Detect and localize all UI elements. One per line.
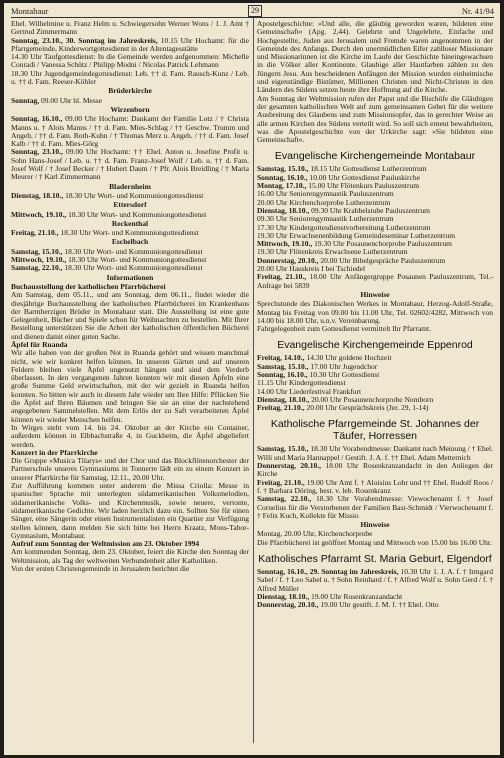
paragraph-body: 20.00 Uhr Kirchenchorprobe Lutherzentrum [257, 197, 391, 207]
text-paragraph [11, 424, 249, 449]
paragraph-body: 18.30 Uhr Jugendgemeindegottesdienst: Leb. †† d. Fam. Rausch-Kunz / Leb. u. †† d. Fam. Reeser-Köhler [11, 68, 249, 87]
paragraph-body: Am Sonntag der Weltmission rufen der Papst und die Bischöfe die Gläubigen der gesamten katholischen Welt auf zum gemeinsamen Gebet für die weitere Ausbreitung des Glaubens und zum Missionsopfer, das in gerechter Weise an alle armen Kirchen des Südens verteilt wird. So soll sich erneut bewahrheiten, was die Apostelgeschichte von der Urkirche sagt: »Sie bildeten eine Gemeinschaft«. [257, 93, 493, 145]
text-paragraph [11, 264, 249, 272]
parish-title: Katholische Pfarrgemeinde St. Johannes der Täufer, Horressen [270, 418, 480, 443]
text-paragraph [257, 568, 493, 593]
paragraph-body: 18.00 Uhr Anfängergruppe Posaunen Pauluszentrum, Tel.-Anfrage bei 5839 [257, 272, 493, 290]
section-heading: Ettersdorf [113, 200, 147, 210]
paragraph-lead: Donnerstag, 20.10., [257, 255, 319, 265]
text-paragraph [11, 291, 249, 341]
paragraph-lead: Samstag, 15.10., [11, 246, 63, 256]
paragraph-lead: Freitag, 21.10., [257, 403, 305, 413]
parish-title: Evangelische Kirchengemeinde Montabaur [274, 150, 476, 163]
paragraph-body: 14.00 Uhr Liederfestival Frankfurt [257, 386, 362, 396]
text-paragraph [11, 115, 249, 148]
page-number: 29 [248, 5, 262, 17]
paragraph-lead: Dienstag, 18.10., [11, 190, 64, 200]
text-paragraph [11, 20, 249, 37]
text-paragraph [11, 97, 249, 105]
paragraph-body: Fahrgelegenheit zum Gottesdienst vermittelt Ihr Pfarramt. [257, 324, 431, 334]
paragraph-body: 19.30 Uhr Posaunenchorprobe Pauluszentrum [312, 239, 452, 249]
paragraph-lead: Mittwoch, 19.10., [11, 255, 67, 265]
paragraph-lead: Konzert in der Pfarrkirche [11, 447, 98, 457]
paragraph-body: 10.30 Uhr Gottesdienst [307, 369, 380, 379]
column-divider [253, 18, 254, 743]
paragraph-body: Wir alle haben von der großen Not in Ruanda gehört und wissen manchmal nicht, wie wir konkret helfen können. In unseren Gärten und auf unseren Feldern bleiben viele Äpfel ungenutzt hängen und sind dem Verderb überlassen. In den vergangenen Jahren konnten wir mit diesen Äpfeln eine große Summe Geld erwirtschaften, mit der wir gezielt in Ruanda helfen konnten. So bitten wir auch in diesem Jahr wieder um Ihre Hilfe: Pflücken Sie die Äpfel auf Ihren Bäumen und bringen Sie sie an eine der nachstehend angegebenen Sammelstellen. Mit dem Erlös der zu Saft verarbeiteten Äpfel können wir wieder Menschen helfen. [11, 348, 249, 424]
section-heading: Reckenthal [111, 218, 149, 228]
paragraph-body: Von der ersten Christengemeinde in Jerusalem berichtet die [11, 564, 190, 573]
section-heading: Wirzenborn [110, 104, 150, 114]
paragraph-lead: Sonntag, 23.10., 30. Sonntag im Jahreskreis, [11, 35, 158, 45]
text-paragraph [11, 53, 249, 70]
section-heading: Eschelbach [111, 237, 149, 247]
paragraph-body: 18.30 Uhr Wort- und Kommuniongottesdienst [62, 246, 203, 256]
paragraph-body: 10.15 Uhr Hochamt: für die Pfarrgemeinde, Kinderwortgottesdienst in der Altentagesstätte [11, 35, 249, 53]
paragraph-lead: Mittwoch, 19.10., [257, 239, 313, 249]
paragraph-lead: Sonntag, 16.10., [11, 114, 63, 124]
paragraph-body: Apostelgeschichte: »Und alle, die gläubig geworden waren, bildeten eine Gemeinschaft« (Apg. 2,44). Gelehrte und Ungelehrte, Einfache und Hochgestellte, Juden aus Jerusalem und Fremde waren angenommen in der Gemeinde des Anfangs. Durch den unermüdlichen Eifer zahlloser Missionare und Missionarinnen ist die Kirche im Laufe der Geschichte hineingewachsen in die Völker aller Kontinente. Glaubige aller Hautfarben zählen zu den Jüngern Jesu. Aus bescheidenen Anfängen der Mission wurden einheimische und eigenständige Bistümer, Millionen Christen und Nicht-Christen in den Ländern des Südens setzen heute ihre Hoffnung auf die Kirche. [257, 20, 493, 95]
paragraph-body: 18.15 Uhr Gottesdienst Lutherzentrum [308, 164, 427, 174]
text-paragraph [11, 229, 249, 237]
paragraph-lead: Donnerstag, 20.10., [257, 461, 322, 471]
paragraph-body: Zur Aufführung kommen unter anderem die Missa Criolla: Messe in spanischer Sprache mit unterlegten südamerikanischen Volksmelodien, südamerikanische Volks- und Kirchenmusik, sowie neuere, vertonte, südamerikanische Gedichte. Wir laden herzlich dazu ein. Sollten Sie für einen Sänger, eine Sängerin oder einen Instrumentalisten ein Quartier zur Verfügung stellen können, dann melden Sie sich bitte bei Herrn Kraatz, Mons-Tabor-Gymnasium, Montabaur. [11, 481, 249, 540]
parish-title: Katholisches Pfarramt St. Maria Geburt, Elgendorf [258, 553, 492, 566]
paragraph-lead: Sonntag, 23.10., [11, 147, 63, 157]
paragraph-body: 19.00 Uhr Amt f. † Aloisius Lohr und †† Ehel. Rudolf Roos / f. † Barbara Döring, best. v. leb. Rosenkranz [257, 477, 493, 495]
paragraph-body: 10.30 Uhr 1. J. A. f. † Irmgard Sabel / f. † Leo Sabel u. † Sohn Reinhard / f. † Alfred Wolf u. Sohn Gerd / f. † Alfred Müller [257, 567, 493, 593]
paragraph-body: Sprechstunde des Diakonischen Werkes in Montabaur, Herzog-Adolf-Straße, Montag bis Freitag von 09.00 bis 11.00 Uhr, Tel. 02602/4282, Mittwoch von 14.00 bis 18.00 Uhr, u.n.v. Vereinbarung. [257, 299, 493, 325]
paragraph-lead: Freitag, 21.10., [257, 477, 305, 487]
section-heading: Brüderkirche [108, 86, 152, 96]
page-header [11, 5, 494, 17]
paragraph-body: 17.30 Uhr Kindergottesdienstvorbereitung Lutherzentrum [257, 222, 431, 232]
paragraph-body: Ehel. Wilhelmine u. Franz Helm u. Schwiegersohn Werner Wons / 1. J. Amt † Gertrud Zimmermann [11, 20, 249, 37]
paragraph-body: Die Gruppe »Musica Tilarys« und der Chor und das Blockflötenorchester der Partnerschule unseres Gymnasiums in Tonnerre lädt ein zu einem Konzert in unserer Pfarrkirche für Samstag, 12.11., 20.00 Uhr. [11, 456, 249, 482]
text-paragraph [257, 539, 493, 547]
text-paragraph [257, 601, 493, 609]
text-paragraph [11, 70, 249, 87]
paragraph-lead: Dienstag, 18.10., [257, 394, 310, 404]
paragraph-lead: Samstag, 22.10., [257, 494, 312, 504]
paragraph-body: 14.30 Uhr goldene Hochzeit [304, 353, 392, 363]
text-paragraph [257, 300, 493, 325]
paragraph-lead: Sonntag, 16.10., 29. Sonntag im Jahreskreis, [257, 567, 399, 577]
paragraph-body: Montag, 20.00 Uhr, Kirchenchorprobe [257, 529, 373, 539]
paragraph-lead: Dienstag, 18.10., [257, 591, 310, 601]
paragraph-body: Am Samstag, dem 05.11., und am Sonntag, dem 06.11., findet wieder die diesjährige Buchausstellung der katholischen Pfarrbücherei im Krankenhaus der Barmherzigen Brüder in Montabaur statt. Die Ausstellung ist eine gute Gelegenheit, Bücher und Spiele schon für Weihnachten zu bestellen. Mit Ihrer Bestellung unterstützen Sie die Arbeit der katholischen öffentlichen Bücherei und dienen damit einer guten Sache. [11, 290, 249, 341]
paragraph-body: 19.00 Uhr gestift. J. M. f. †† Ehel. Otto [318, 600, 439, 610]
right-column [257, 20, 493, 750]
paragraph-body: 10.00 Uhr Gottesdienst Pauluskirche [307, 172, 420, 182]
paragraph-body: 18.00 Uhr Rosenkranzandacht in den Anliegen der Kirche [257, 461, 493, 479]
paragraph-body: 20.00 Uhr Hauskreis I bei Tschiedel [257, 264, 366, 274]
paragraph-lead: Samstag, 15.10., [257, 444, 309, 454]
paragraph-lead: Samstag, 15.10., [257, 164, 309, 174]
paragraph-body: 18.30 Uhr Wort- und Kommuniongottesdienst [66, 255, 207, 265]
paragraph-lead: Sonntag, 16.10., [257, 369, 308, 379]
paragraph-body: 09.30 Uhr Seniorengymnastik Lutherzentrum [257, 214, 394, 224]
paragraph-body: 18.30 Uhr Wort- und Kommuniongottesdienst [58, 228, 199, 238]
text-paragraph [257, 273, 493, 290]
paragraph-body: 20.00 Uhr Gesprächskreis (Jer. 29, 1-14) [304, 403, 429, 413]
paragraph-body: 20.00 Uhr Posaunenchorprobe Nomborn [309, 394, 434, 404]
paragraph-body: In Wirges steht vom 14. bis 24. Oktober an der Kirche ein Container, außerdem können in Elbbachstraße 4, in Guckheim, die Äpfel abgeliefert werden. [11, 422, 249, 449]
paragraph-lead: Samstag, 22.10., [11, 263, 63, 273]
text-paragraph [11, 192, 249, 200]
text-paragraph [11, 37, 249, 54]
paragraph-lead: Mittwoch, 19.10., [11, 209, 67, 219]
paragraph-lead: Dienstag, 18.10., [257, 205, 310, 215]
newspaper-page [4, 3, 500, 755]
paragraph-body: 09.00 Uhr Hochamt: Dankamt der Familie Lotz / † Christa Manns u. † Alois Manns / †† d. Fam. Mies-Schlag / †† Geschw. Trumm und Angeh. / †† d. Fam. Roth-Kuhn / † Thomas Merz u. Angeh. / †† d. Fam. Josef Kalb / †† d. Fam. Mies-Görg [11, 114, 249, 149]
paragraph-body: 18.30 Uhr Vorabendmesse: Dankamt nach Meinung / † Ehel. Willi und Maria Hannappel / Gestift. J. A. f. †† Ehel. Adam Metternich [257, 444, 493, 462]
paragraph-body: 15.00 Uhr Flötenkurs Pauluszentrum [306, 181, 420, 191]
paragraph-lead: Sonntag, 16.10., [257, 172, 308, 182]
text-paragraph [11, 211, 249, 219]
text-paragraph [257, 479, 493, 496]
paragraph-body: 19.00 Uhr Rosenkranzandacht [309, 591, 403, 601]
paragraph-body: 17.00 Uhr Jugendchor [308, 361, 378, 371]
paragraph-body: 19.30 Uhr Flötenkreis Erwachsene Lutherzentrum [257, 247, 408, 257]
paragraph-lead: Freitag, 21.10., [11, 228, 59, 238]
text-paragraph [257, 404, 493, 412]
section-heading: Hinweise [360, 520, 390, 530]
text-paragraph [257, 20, 493, 95]
text-paragraph [11, 457, 249, 482]
paragraph-body: 14.30 Uhr Taufgottesdienst: In die Gemeinde werden aufgenommen: Michelle Conradi / Vanessa Schütz / Philipp Modni / Nicolas Patrick Lehmann [11, 52, 249, 70]
paragraph-body: 18.30 Uhr Wort- und Kommuniongottesdienst [62, 263, 203, 273]
paragraph-body: 18.30 Uhr Vorabendmesse: Viewochenamt f. † Josef Cornelius für die Verstorbenen der Familien Bast-Schmidt / Vierwochenamt f. † Felix Kuch, Kollekte für Missio [257, 494, 493, 520]
paragraph-lead: Buchausstellung der katholischen Pfarrbücherei [11, 281, 166, 291]
paragraph-body: Die Pfarrbücherei ist geöffnet Montag und Mittwoch von 15.00 bis 16.00 Uhr. [257, 537, 492, 547]
paragraph-lead: Samstag, 15.10., [257, 361, 309, 371]
paragraph-lead: Montag, 17.10., [257, 181, 307, 191]
text-paragraph [11, 148, 249, 181]
paragraph-body: Am kommenden Sonntag, dem 23. Oktober, feiert die Kirche den Sonntag der Weltmission, als Tag der weltweiten Verbundenheit aller Katholiken. [11, 547, 249, 565]
paragraph-body: 11.15 Uhr Kindergottesdienst [257, 378, 346, 388]
paragraph-body: 09.30 Uhr Krabbelstube Pauluszentrum [309, 205, 430, 215]
paragraph-lead: Äpfel für Ruanda [11, 339, 68, 349]
paragraph-body: 19.30 Uhr Erwachsenenbildung Gemeindeseminar Lutherzentrum [257, 230, 456, 240]
text-paragraph [11, 349, 249, 424]
paragraph-body: 18.30 Uhr Wort- und Kommuniongottesdienst [63, 190, 204, 200]
section-heading: Bladernheim [109, 181, 151, 191]
text-paragraph [11, 482, 249, 540]
paragraph-body: 16.00 Uhr Seniorengymnastik Pauluszentrum [257, 189, 394, 199]
header-town: Montabaur [11, 6, 49, 16]
paragraph-body: 09.00 Uhr hl. Messe [39, 95, 103, 105]
text-paragraph [257, 445, 493, 462]
paragraph-body: 09.00 Uhr Hochamt: †† Ehel. Anton u. Josefine Profit u. Sohn Hans-Josef / Leb. u. †† d. Fam. Franz-Josef Wolf / Leb. u. †† d. Fam. Josef Wolf / † Josef Becker / † Hubert Daum / † Pfr. Alois Breidling / † Maria Meurer / † Karl Zimmermann [11, 147, 249, 182]
text-paragraph [257, 462, 493, 479]
section-heading: Informationen [106, 272, 154, 282]
section-heading: Hinweise [360, 289, 390, 299]
paragraph-lead: Aufruf zum Sonntag der Weltmission am 23. Oktober 1994 [11, 539, 200, 549]
text-paragraph [257, 95, 493, 145]
text-paragraph [257, 495, 493, 520]
paragraph-lead: Sonntag, [11, 95, 40, 105]
text-paragraph [257, 325, 493, 333]
paragraph-lead: Freitag, 14.10., [257, 353, 305, 363]
left-column [11, 20, 249, 750]
paragraph-body: 20.00 Uhr Bibelgespräche Pauluszentrum [318, 255, 446, 265]
paragraph-lead: Freitag, 21.10., [257, 272, 307, 282]
issue-number: Nr. 41/94 [461, 6, 494, 16]
paragraph-lead: Donnerstag, 20.10., [257, 600, 319, 610]
text-paragraph [11, 565, 249, 573]
text-paragraph [11, 548, 249, 565]
parish-title: Evangelische Kirchengemeinde Eppenrod [277, 339, 473, 352]
paragraph-body: 18.30 Uhr Wort- und Kommuniongottesdienst [66, 209, 207, 219]
